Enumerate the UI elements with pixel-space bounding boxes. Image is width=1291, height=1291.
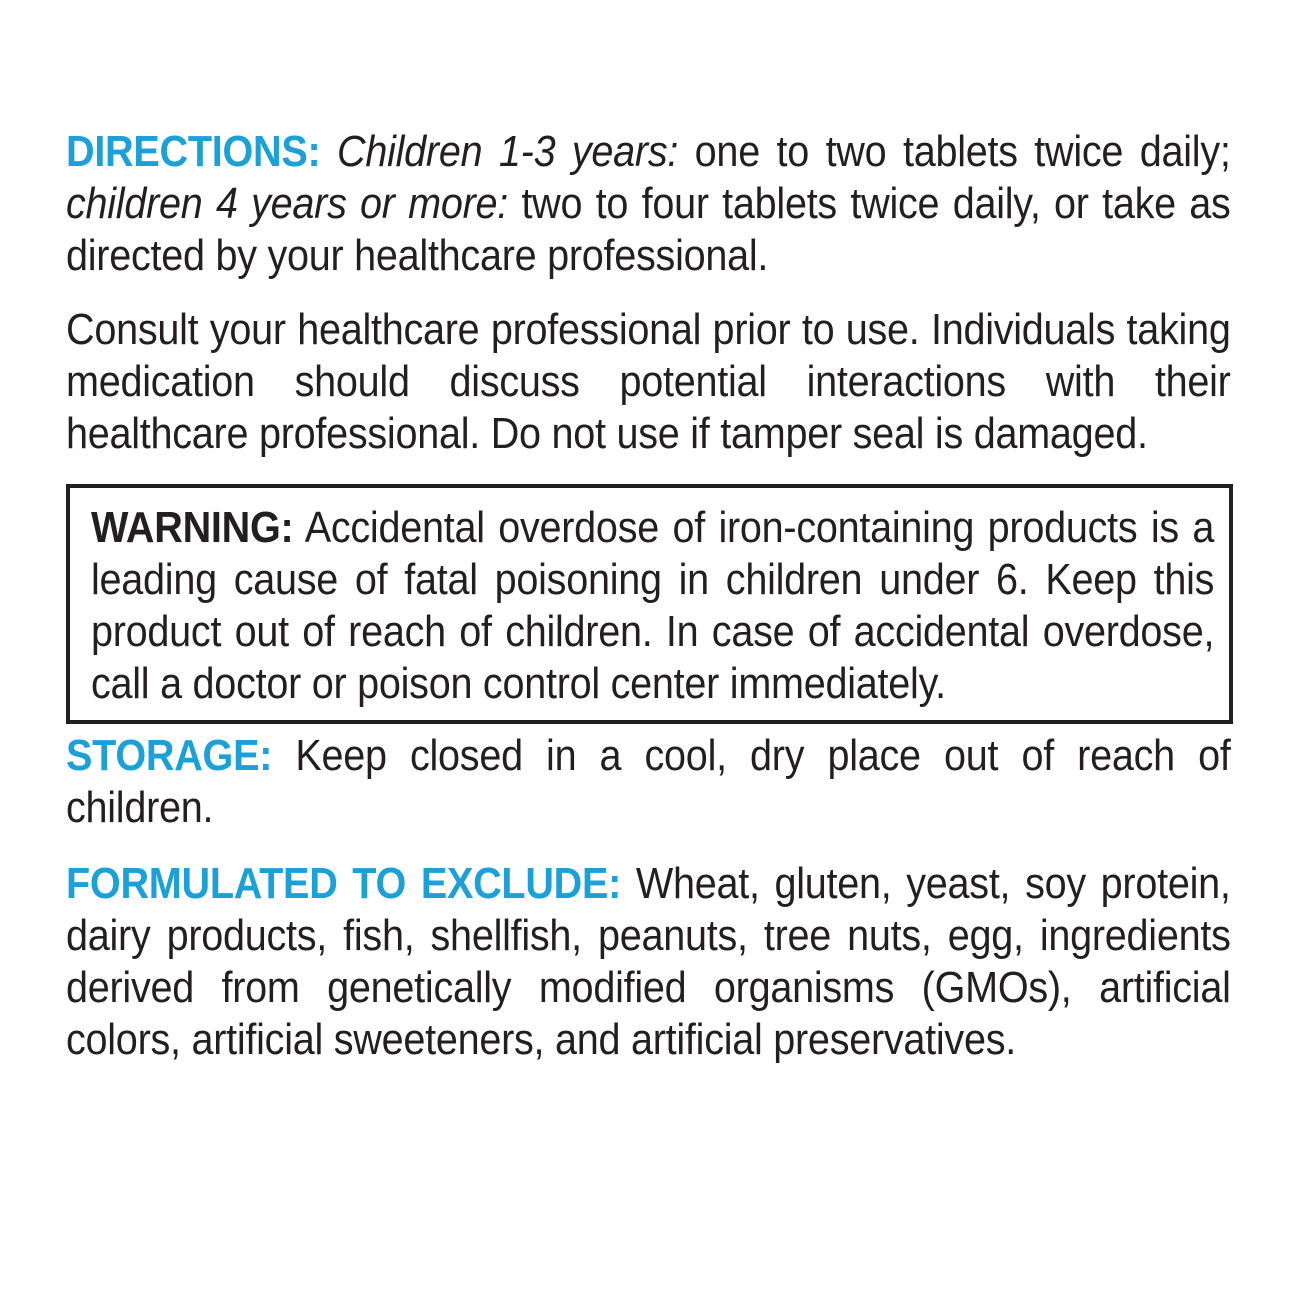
warning-box xyxy=(66,484,1233,724)
consult-paragraph xyxy=(66,304,1231,460)
warning-heading: WARNING: xyxy=(91,503,294,552)
exclusions-heading: FORMULATED TO EXCLUDE: xyxy=(66,859,622,908)
exclusions-paragraph xyxy=(66,858,1231,1066)
storage-text: Keep closed in a cool, dry place out of reach of children. xyxy=(66,731,1231,832)
storage-heading: STORAGE: xyxy=(66,731,273,780)
dosage-children-4-plus-text: two to four tablets twice daily, or take as directed by your healthcare professional. xyxy=(66,179,1231,280)
dosage-children-1-3-label: Children 1-3 years: xyxy=(337,127,679,176)
directions-heading: DIRECTIONS: xyxy=(66,127,321,176)
consult-text: Consult your healthcare professional prior to use. Individuals taking medication should discuss potential interactions with their healthcare professional. Do not use if tamper seal is damaged. xyxy=(66,305,1231,458)
warning-paragraph xyxy=(91,502,1214,710)
dosage-children-1-3-text: one to two tablets twice daily; xyxy=(678,127,1231,176)
directions-paragraph xyxy=(66,126,1231,282)
dosage-children-4-plus-label: children 4 years or more: xyxy=(66,179,509,228)
storage-paragraph xyxy=(66,730,1231,834)
exclusions-text: Wheat, gluten, yeast, soy protein, dairy products, fish, shellfish, peanuts, tree nuts, egg, ingredients derived from genetically modified organisms (GMOs), artificial colors, artificial sweeteners, and artificial preservatives. xyxy=(66,859,1231,1064)
supplement-label-text xyxy=(66,126,1231,1066)
warning-text: Accidental overdose of iron-containing products is a leading cause of fatal poisoning in children under 6. Keep this product out of reach of children. In case of accidental overdose, call a doctor or poison control center immediately. xyxy=(91,503,1215,708)
